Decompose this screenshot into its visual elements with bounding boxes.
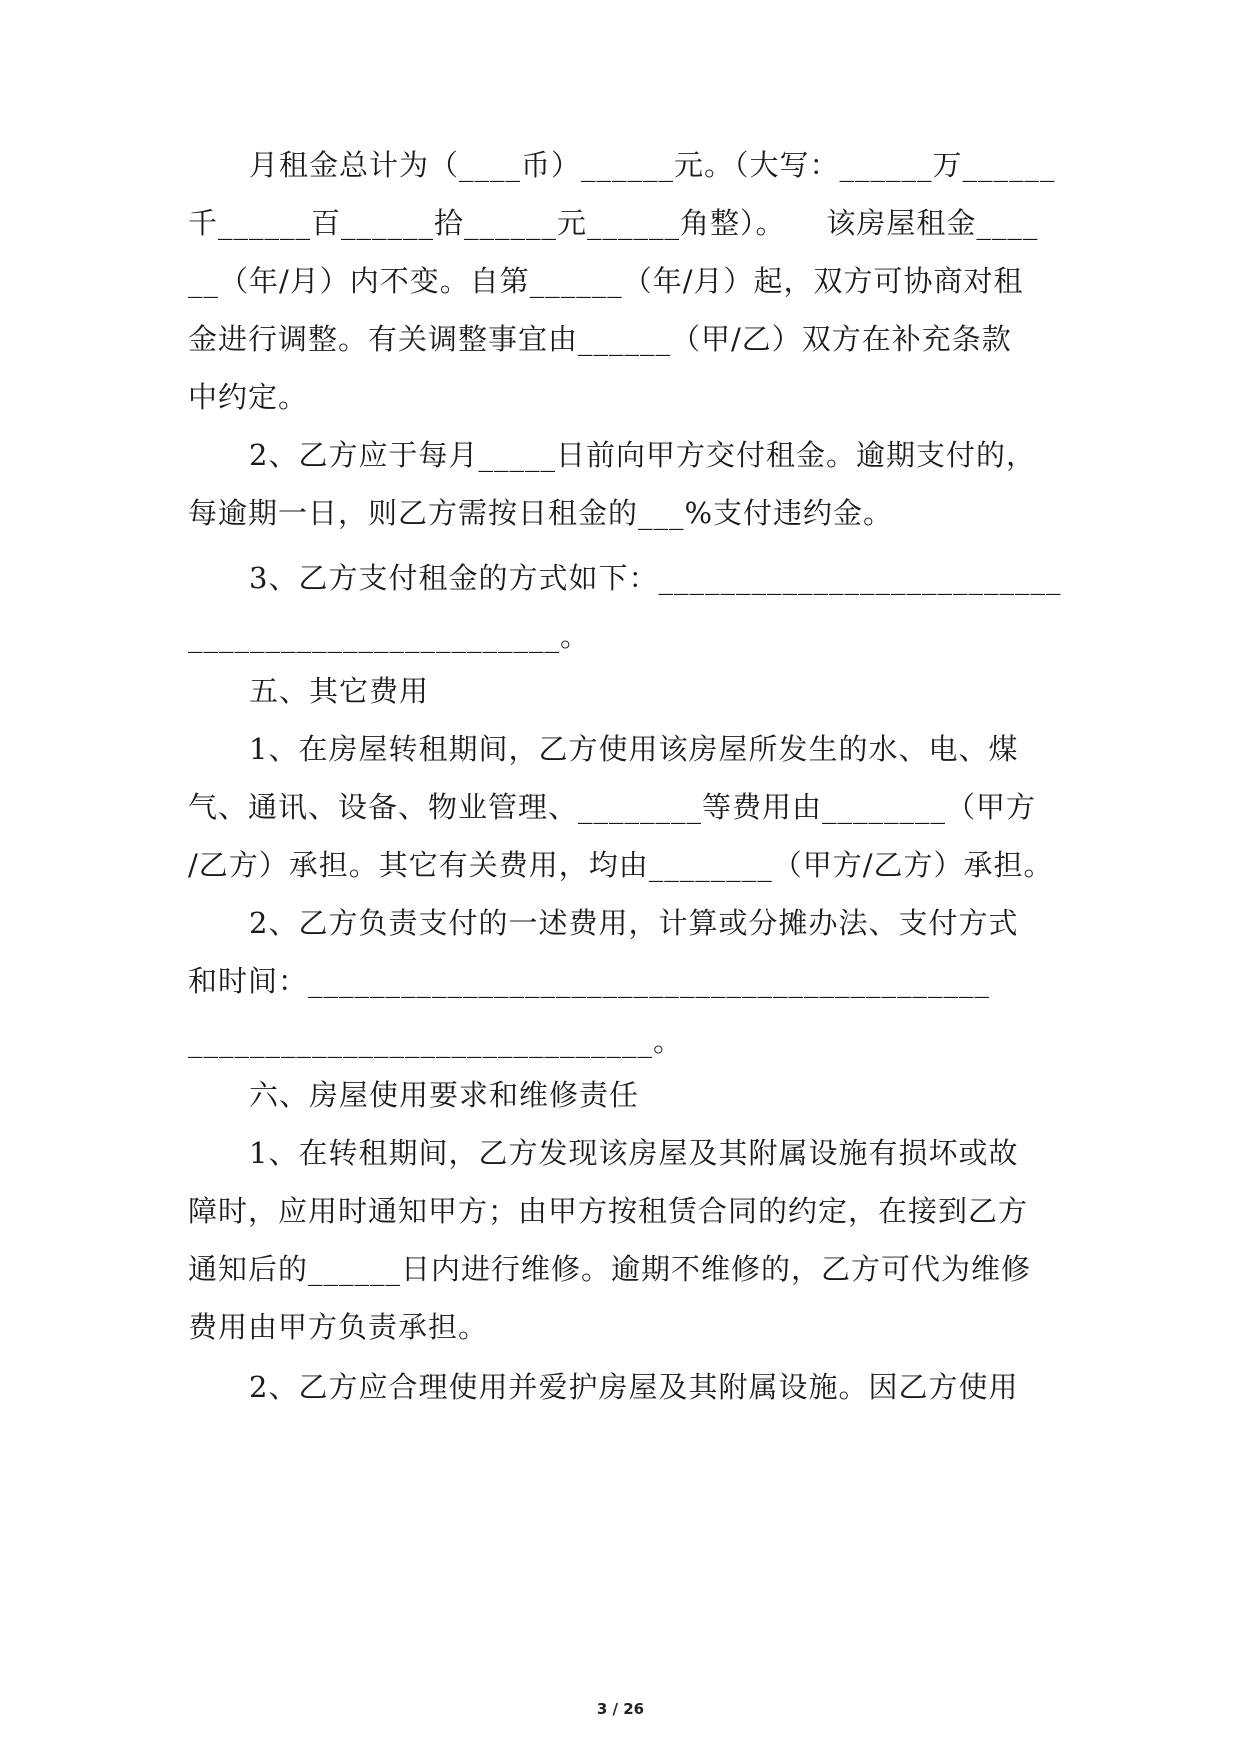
text-line: 2、乙方负责支付的一述费用，计算或分摊办法、支付方式 xyxy=(249,906,1019,940)
text-line: /乙方）承担。其它有关费用，均由________（甲方/乙方）承担。 xyxy=(188,848,1054,882)
text-line: 和时间：____________________________________________ xyxy=(188,964,991,998)
text-line: ________________________。 xyxy=(188,619,591,653)
text-line: 每逾期一日，则乙方需按日租金的___%支付违约金。 xyxy=(188,496,894,530)
text-line: 通知后的______日内进行维修。逾期不维修的，乙方可代为维修 xyxy=(188,1252,1032,1286)
text-line: 2、乙方应合理使用并爱护房屋及其附属设施。因乙方使用 xyxy=(249,1370,1019,1404)
text-line: 中约定。 xyxy=(188,380,309,414)
text-line: 3、乙方支付租金的方式如下：__________________________ xyxy=(249,561,1062,595)
text-line: __（年/月）内不变。自第______（年/月）起，双方可协商对租 xyxy=(188,264,1024,298)
text-line: ______________________________。 xyxy=(188,1024,684,1058)
text-line: 1、在房屋转租期间，乙方使用该房屋所发生的水、电、煤 xyxy=(249,732,1019,766)
text-line: 1、在转租期间，乙方发现该房屋及其附属设施有损坏或故 xyxy=(249,1136,1019,1170)
text-line: 2、乙方应于每月_____日前向甲方交付租金。逾期支付的， xyxy=(249,438,1036,472)
section-heading: 六、房屋使用要求和维修责任 xyxy=(249,1078,640,1112)
page-number: 3 / 26 xyxy=(596,1700,645,1718)
text-line: 月租金总计为（____币）______元。（大写：______万______ xyxy=(249,148,1056,182)
text-line: 千______百______拾______元______角整）。 该房屋租金____ xyxy=(188,206,1039,240)
text-line: 费用由甲方负责承担。 xyxy=(188,1310,489,1344)
text-line: 金进行调整。有关调整事宜由______（甲/乙）双方在补充条款 xyxy=(188,322,1012,356)
text-line: 障时，应用时通知甲方；由甲方按租赁合同的约定，在接到乙方 xyxy=(188,1194,1029,1228)
text-line: 气、通讯、设备、物业管理、________等费用由________（甲方 xyxy=(188,790,1037,824)
section-heading: 五、其它费用 xyxy=(249,674,430,708)
